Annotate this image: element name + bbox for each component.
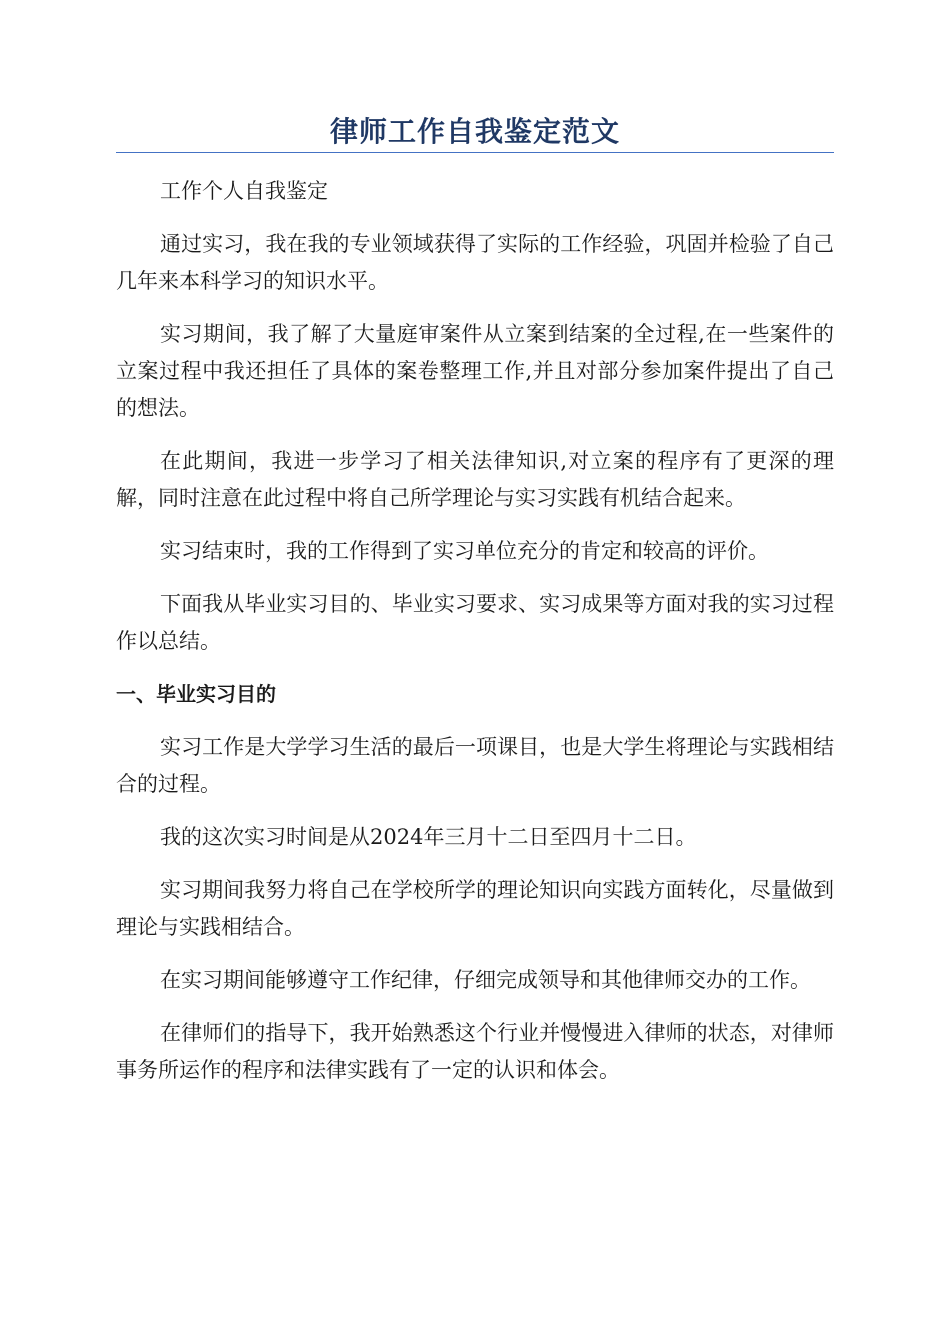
title-underline (116, 152, 834, 153)
paragraph: 在实习期间能够遵守工作纪律，仔细完成领导和其他律师交办的工作。 (160, 968, 811, 992)
paragraph: 实习结束时，我的工作得到了实习单位充分的肯定和较高的评价。 (160, 539, 769, 563)
paragraph: 实习期间，我了解了大量庭审案件从立案到结案的全过程,在一些案件的立案过程中我还担任了具体的案卷整理工作,并且对部分参加案件提出了自己的想法。 (116, 322, 834, 420)
section-heading: 一、毕业实习目的 (116, 682, 276, 706)
paragraph: 通过实习，我在我的专业领域获得了实际的工作经验，巩固并检验了自己几年来本科学习的知识水平。 (116, 232, 834, 293)
paragraph: 我的这次实习时间是从2024年三月十二日至四月十二日。 (160, 825, 697, 849)
document-page (116, 0, 834, 1105)
paragraph: 在律师们的指导下，我开始熟悉这个行业并慢慢进入律师的状态，对律师事务所运作的程序和法律实践有了一定的认识和体会。 (116, 1021, 834, 1082)
document-title: 律师工作自我鉴定范文 (329, 115, 620, 148)
paragraph: 下面我从毕业实习目的、毕业实习要求、实习成果等方面对我的实习过程作以总结。 (116, 592, 834, 653)
paragraph: 工作个人自我鉴定 (160, 179, 328, 203)
paragraph: 在此期间，我进一步学习了相关法律知识,对立案的程序有了更深的理解，同时注意在此过程中将自己所学理论与实习实践有机结合起来。 (116, 449, 834, 510)
paragraph: 实习期间我努力将自己在学校所学的理论知识向实践方面转化，尽量做到理论与实践相结合。 (116, 878, 834, 939)
paragraph: 实习工作是大学学习生活的最后一项课目，也是大学生将理论与实践相结合的过程。 (116, 735, 834, 796)
